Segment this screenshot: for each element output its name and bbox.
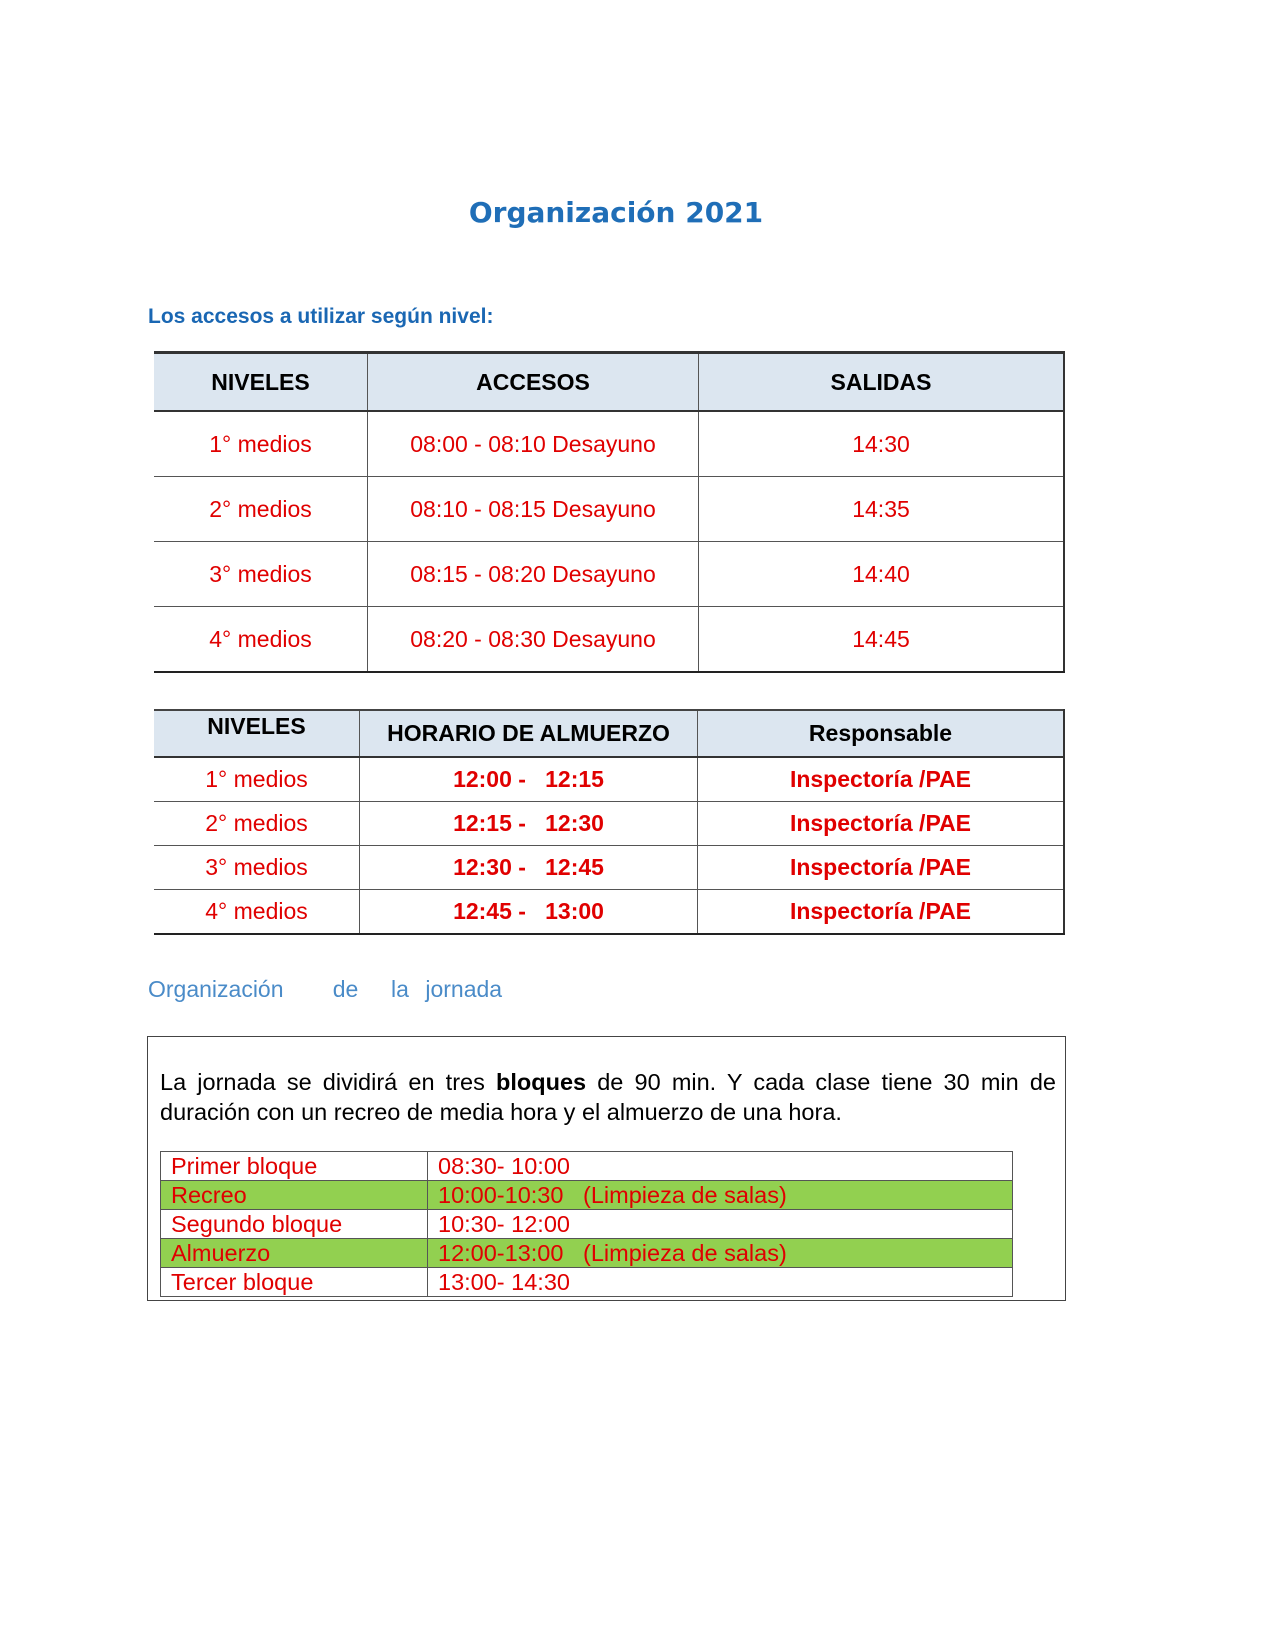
schedule-time: 13:00- 14:30 <box>428 1268 1013 1297</box>
cell-lunch-time: 12:45 - 13:00 <box>360 890 698 935</box>
cell-lunch-time: 12:00 - 12:15 <box>360 757 698 802</box>
cell-level: 2° medios <box>154 802 360 846</box>
table-row <box>154 542 1064 607</box>
cell-level: 4° medios <box>154 890 360 935</box>
schedule-label: Segundo bloque <box>161 1210 428 1239</box>
jornada-description <box>160 1067 1056 1127</box>
cell-responsible: Inspectoría /PAE <box>698 802 1065 846</box>
cell-lunch-time: 12:30 - 12:45 <box>360 846 698 890</box>
jornada-text-start: La jornada se dividirá en tres <box>160 1069 496 1095</box>
schedule-time: 10:30- 12:00 <box>428 1210 1013 1239</box>
schedule-label: Recreo <box>161 1181 428 1210</box>
schedule-row <box>161 1239 1013 1268</box>
schedule-label: Primer bloque <box>161 1152 428 1181</box>
cell-responsible: Inspectoría /PAE <box>698 890 1065 935</box>
schedule-row <box>161 1268 1013 1297</box>
cell-access: 08:15 - 08:20 Desayuno <box>368 542 699 607</box>
schedule-table <box>160 1151 1013 1297</box>
jornada-heading: Organización de la jornada <box>148 976 503 1002</box>
header-niveles: NIVELES <box>154 710 360 757</box>
header-accesos: ACCESOS <box>368 353 699 412</box>
cell-lunch-time: 12:15 - 12:30 <box>360 802 698 846</box>
table-row <box>154 411 1064 477</box>
access-heading: Los accesos a utilizar según nivel: <box>148 305 494 328</box>
table-row <box>154 802 1064 846</box>
table-row <box>154 477 1064 542</box>
header-horario: HORARIO DE ALMUERZO <box>360 710 698 757</box>
jornada-text-end: de 90 min. Y cada clase tiene 30 min de duración con un recreo de media hora y el almuerzo de una hora. <box>160 1069 1056 1125</box>
cell-level: 3° medios <box>154 542 368 607</box>
cell-access: 08:00 - 08:10 Desayuno <box>368 411 699 477</box>
cell-level: 1° medios <box>154 757 360 802</box>
cell-responsible: Inspectoría /PAE <box>698 757 1065 802</box>
access-table <box>154 351 1065 673</box>
cell-exit: 14:35 <box>699 477 1065 542</box>
schedule-time: 10:00-10:30 (Limpieza de salas) <box>428 1181 1013 1210</box>
table-row <box>154 846 1064 890</box>
cell-level: 4° medios <box>154 607 368 673</box>
table-row <box>154 607 1064 673</box>
schedule-label: Tercer bloque <box>161 1268 428 1297</box>
cell-responsible: Inspectoría /PAE <box>698 846 1065 890</box>
header-responsable: Responsable <box>698 710 1065 757</box>
lunch-table <box>154 709 1065 935</box>
cell-access: 08:20 - 08:30 Desayuno <box>368 607 699 673</box>
lunch-table-header <box>154 710 1064 757</box>
cell-level: 3° medios <box>154 846 360 890</box>
cell-exit: 14:45 <box>699 607 1065 673</box>
cell-exit: 14:40 <box>699 542 1065 607</box>
jornada-text-bold: bloques <box>496 1069 587 1095</box>
table-row <box>154 890 1064 935</box>
cell-level: 1° medios <box>154 411 368 477</box>
table-row <box>154 757 1064 802</box>
header-niveles: NIVELES <box>154 353 368 412</box>
access-table-header <box>154 353 1064 412</box>
jornada-box <box>147 1036 1066 1301</box>
schedule-row <box>161 1181 1013 1210</box>
cell-access: 08:10 - 08:15 Desayuno <box>368 477 699 542</box>
schedule-time: 08:30- 10:00 <box>428 1152 1013 1181</box>
schedule-label: Almuerzo <box>161 1239 428 1268</box>
schedule-row <box>161 1210 1013 1239</box>
cell-level: 2° medios <box>154 477 368 542</box>
header-salidas: SALIDAS <box>699 353 1065 412</box>
page-title: Organización 2021 <box>468 196 764 229</box>
cell-exit: 14:30 <box>699 411 1065 477</box>
schedule-time: 12:00-13:00 (Limpieza de salas) <box>428 1239 1013 1268</box>
jornada-paragraph <box>160 1067 1056 1127</box>
schedule-row <box>161 1152 1013 1181</box>
